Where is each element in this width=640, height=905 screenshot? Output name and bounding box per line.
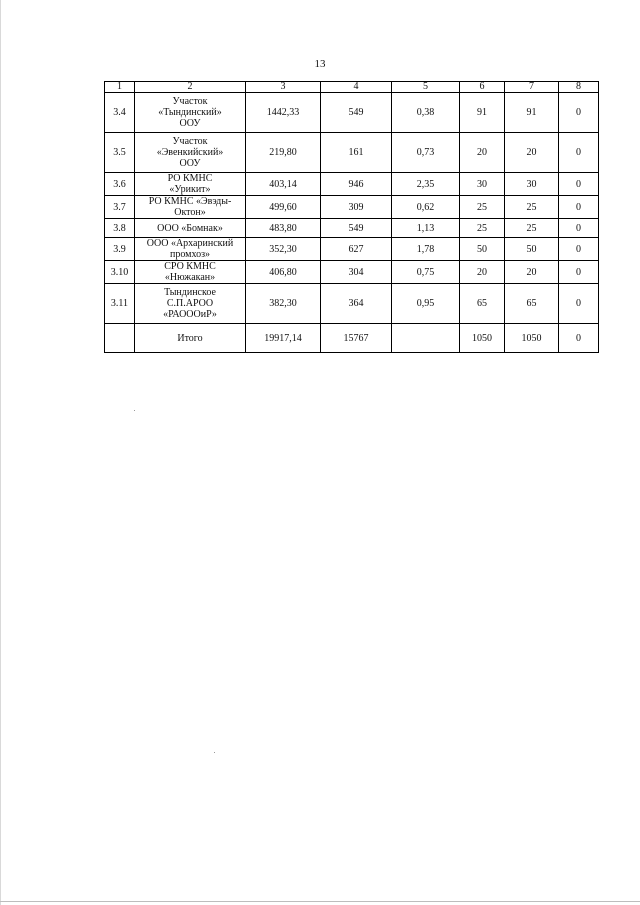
header-cell: 3 [246,82,321,93]
row-number: 3.8 [105,219,135,238]
cell-col7: 50 [505,238,559,261]
table-row [105,93,599,133]
cell-col8: 0 [559,173,599,196]
row-number: 3.9 [105,238,135,261]
cell-col5: 0,75 [392,261,460,284]
cell-col7: 20 [505,133,559,173]
page-left-edge [0,0,1,905]
cell-col5: 0,73 [392,133,460,173]
row-name [135,219,246,238]
cell-col5: 0,38 [392,93,460,133]
name-line: Октон» [174,207,206,218]
name-line: «Нюжакан» [164,272,216,283]
cell-col5: 1,13 [392,219,460,238]
total-label: Итого [135,324,246,353]
table-row [105,284,599,324]
cell-col5: 1,78 [392,238,460,261]
cell-col3: 406,80 [246,261,321,284]
cell-col4: 549 [321,93,392,133]
total-row [105,324,599,353]
cell-col7: 30 [505,173,559,196]
row-number: 3.4 [105,93,135,133]
cell-col3: 499,60 [246,196,321,219]
row-number: 3.10 [105,261,135,284]
total-empty-cell [105,324,135,353]
cell-col6: 20 [460,133,505,173]
cell-col4: 161 [321,133,392,173]
cell-col5: 0,62 [392,196,460,219]
data-table [104,81,599,353]
header-cell: 7 [505,82,559,93]
name-line: «РАОООиР» [163,309,217,320]
name-line: Участок [172,96,208,107]
cell-col8: 0 [559,284,599,324]
scan-speck [134,410,135,411]
name-line: РО КМНС «Эвэды- [148,196,232,207]
cell-col6: 91 [460,93,505,133]
row-name [135,284,246,324]
row-name [135,261,246,284]
row-number: 3.5 [105,133,135,173]
name-line: С.П.АРОО [166,298,214,309]
cell-col4: 364 [321,284,392,324]
total-col4: 15767 [321,324,392,353]
total-col3: 19917,14 [246,324,321,353]
cell-col4: 304 [321,261,392,284]
name-line: ООО «Бомнак» [157,222,223,234]
cell-col6: 50 [460,238,505,261]
cell-col6: 25 [460,219,505,238]
cell-col6: 30 [460,173,505,196]
cell-col6: 20 [460,261,505,284]
name-line: СРО КМНС [164,261,216,272]
row-name [135,93,246,133]
total-col6: 1050 [460,324,505,353]
cell-col7: 20 [505,261,559,284]
header-cell: 4 [321,82,392,93]
name-line: Тындинское [164,287,216,298]
cell-col3: 352,30 [246,238,321,261]
cell-col8: 0 [559,133,599,173]
name-line: «Тындинский» [158,107,222,118]
total-col5 [392,324,460,353]
row-name [135,238,246,261]
cell-col6: 65 [460,284,505,324]
cell-col3: 403,14 [246,173,321,196]
table-row [105,196,599,219]
table-row [105,219,599,238]
cell-col4: 946 [321,173,392,196]
page-number: 13 [314,58,326,70]
cell-col3: 382,30 [246,284,321,324]
table-row [105,261,599,284]
header-cell: 1 [105,82,135,93]
name-line: РО КМНС [167,173,213,184]
cell-col7: 25 [505,219,559,238]
table-row [105,238,599,261]
row-name [135,196,246,219]
name-line: «Эвенкийский» [156,147,224,158]
name-line: ООУ [179,158,201,169]
cell-col3: 1442,33 [246,93,321,133]
table-row [105,173,599,196]
row-number: 3.11 [105,284,135,324]
name-line: Участок [172,136,208,147]
cell-col5: 2,35 [392,173,460,196]
header-cell: 6 [460,82,505,93]
name-line: ООО «Архаринский [146,238,234,249]
header-cell: 2 [135,82,246,93]
cell-col8: 0 [559,238,599,261]
name-line: «Урикит» [169,184,211,195]
cell-col7: 65 [505,284,559,324]
cell-col8: 0 [559,261,599,284]
cell-col4: 309 [321,196,392,219]
table-row [105,133,599,173]
cell-col6: 25 [460,196,505,219]
name-line: промхоз» [169,249,211,260]
cell-col3: 219,80 [246,133,321,173]
cell-col8: 0 [559,196,599,219]
row-name [135,173,246,196]
header-cell: 8 [559,82,599,93]
row-number: 3.6 [105,173,135,196]
page-bottom-rule [0,901,640,902]
row-number: 3.7 [105,196,135,219]
header-row [105,82,599,93]
cell-col5: 0,95 [392,284,460,324]
cell-col4: 627 [321,238,392,261]
row-name [135,133,246,173]
cell-col3: 483,80 [246,219,321,238]
cell-col8: 0 [559,93,599,133]
cell-col4: 549 [321,219,392,238]
cell-col8: 0 [559,219,599,238]
total-col7: 1050 [505,324,559,353]
scan-speck [214,752,215,753]
total-col8: 0 [559,324,599,353]
cell-col7: 25 [505,196,559,219]
name-line: ООУ [179,118,201,129]
header-cell: 5 [392,82,460,93]
cell-col7: 91 [505,93,559,133]
